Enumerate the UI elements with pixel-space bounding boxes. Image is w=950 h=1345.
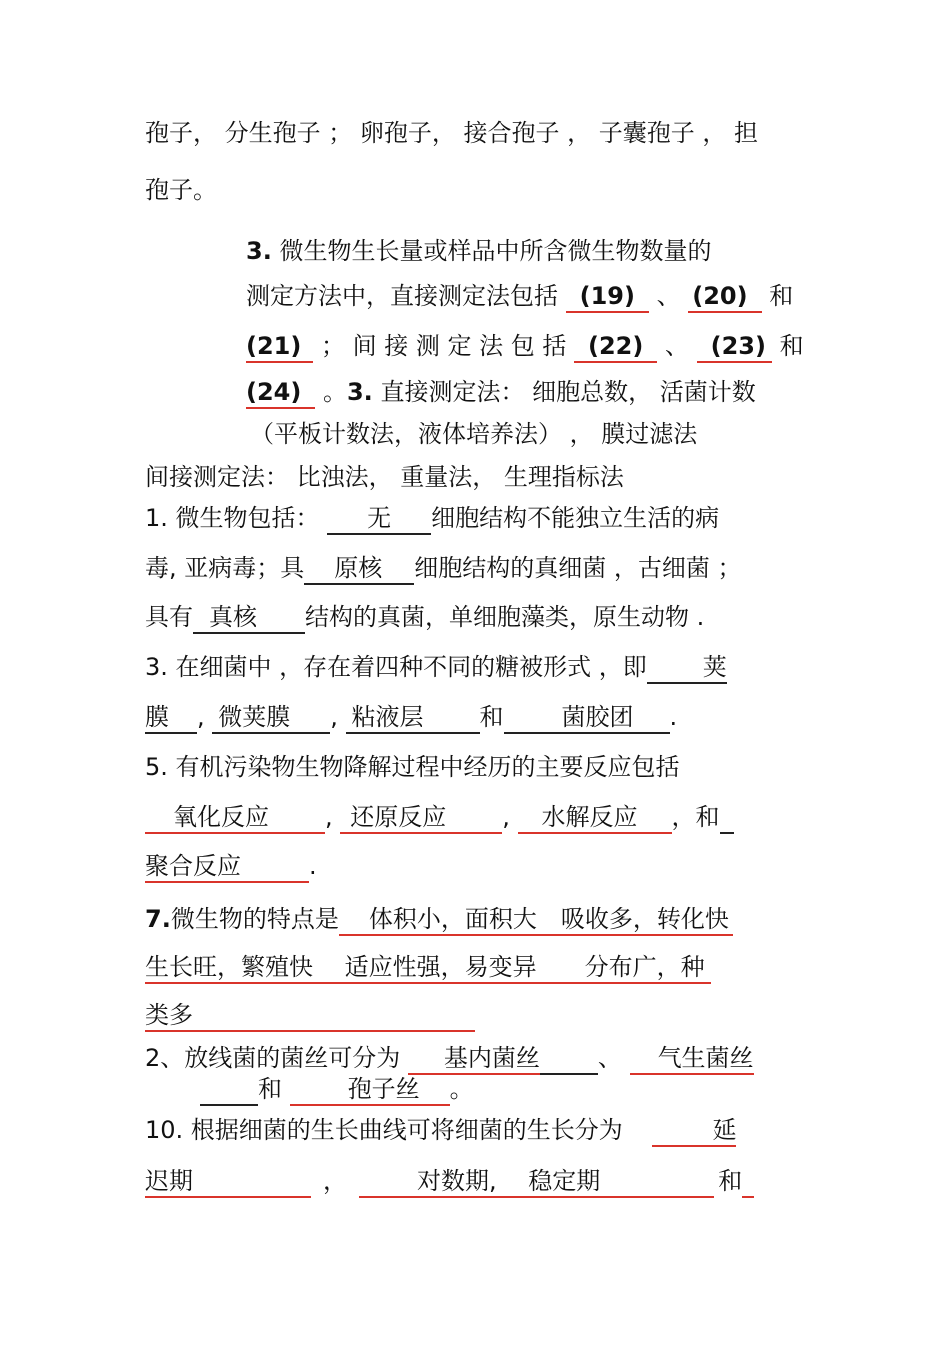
- blank-answer: 原核: [304, 554, 414, 585]
- blank-answer: 氧化反应: [145, 803, 325, 834]
- blank-answer: 聚合反应: [145, 852, 309, 883]
- blank-answer: 荚: [647, 653, 727, 684]
- text-line: [246, 331, 804, 361]
- line-text: 1. 微生物包括：: [145, 504, 320, 532]
- text-line: [145, 602, 704, 632]
- line-text: 测定方法中，直接测定法包括: [246, 282, 566, 310]
- blank-21: (21): [246, 332, 313, 363]
- line-text: 结构的真菌，单细胞藻类，原生动物 .: [305, 603, 705, 631]
- blank-answer: 水解反应: [518, 803, 672, 834]
- blank-answer: 对数期, 稳定期: [359, 1167, 714, 1198]
- conjunction: 和: [718, 1167, 743, 1195]
- question-number: 7.: [145, 905, 171, 933]
- text-line: [246, 281, 793, 311]
- text-line: [145, 553, 742, 583]
- line-text: 细胞结构不能独立生活的病: [431, 504, 720, 532]
- text-line: 膜 , 微荚膜 , 粘液层 和 菌胶团 .: [145, 702, 677, 732]
- blank-answer: 体积小，面积大 吸收多，转化快: [339, 905, 733, 936]
- line-text: 直接测定法： 细胞总数， 活菌计数: [372, 378, 756, 406]
- text-line: [145, 1043, 754, 1073]
- line-text: 毒, 亚病毒；具: [145, 554, 305, 582]
- text-line: [145, 462, 624, 492]
- blank-answer: 生长旺，繁殖快 适应性强，易变异 分布广，种: [145, 953, 711, 984]
- line-text: 具有: [145, 603, 193, 631]
- blank-answer: 菌胶团: [504, 703, 670, 734]
- conjunction: 和: [479, 703, 504, 731]
- blank-answer: 气生菌丝: [630, 1044, 754, 1075]
- text-line: [145, 752, 680, 782]
- line-text: 微生物生长量或样品中所含微生物数量的: [271, 237, 712, 265]
- text-line: [145, 652, 727, 682]
- line-text: 孢子。: [145, 176, 217, 204]
- text-line: [145, 952, 711, 982]
- conjunction: 和: [761, 282, 794, 310]
- line-text: （平板计数法，液体培养法） ， 膜过滤法: [250, 420, 698, 448]
- blank-answer: 无: [327, 504, 431, 535]
- separator: ，: [323, 1167, 347, 1195]
- blank-line: [742, 1167, 754, 1198]
- separator: 、: [648, 282, 681, 310]
- blank-answer: 还原反应: [340, 803, 502, 834]
- text-line: [145, 175, 217, 205]
- blank-answer: 真核: [193, 603, 305, 634]
- line-text: 间接测定法： 比浊法， 重量法， 生理指标法: [145, 463, 624, 491]
- text-line: [145, 904, 733, 934]
- blank-answer: 延: [652, 1116, 736, 1147]
- conjunction: 和: [258, 1075, 282, 1103]
- blank-answer: 膜: [145, 703, 197, 734]
- blank-20: (20): [688, 282, 761, 313]
- blank-answer: 迟期: [145, 1167, 311, 1198]
- line-text: 2、放线菌的菌丝可分为: [145, 1044, 401, 1072]
- line-text: 5. 有机污染物生物降解过程中经历的主要反应包括: [145, 753, 680, 781]
- blank-line: [200, 1075, 258, 1106]
- line-text: 3. 在细菌中 ，存在着四种不同的糖被形式 ，即: [145, 653, 647, 681]
- line-text: 。: [315, 378, 347, 406]
- blank-19: (19): [566, 282, 649, 313]
- conjunction: ，和: [671, 803, 720, 831]
- text-line: 氧化反应 , 还原反应 , 水解反应 ，和: [145, 802, 734, 832]
- blank-22: (22): [574, 332, 657, 363]
- text-line: [145, 1000, 475, 1030]
- blank-23: (23): [697, 332, 772, 363]
- blank-answer: 微荚膜: [212, 703, 330, 734]
- blank-answer: 粘液层: [346, 703, 480, 734]
- text-line: 聚合反应 .: [145, 851, 317, 881]
- text-line: [145, 1115, 736, 1145]
- line-text: 。: [449, 1075, 474, 1103]
- conjunction: 和: [771, 332, 804, 360]
- text-line: [200, 1074, 474, 1104]
- line-text: 10. 根据细菌的生长曲线可将细菌的生长分为: [145, 1116, 623, 1144]
- blank-line: [720, 803, 734, 834]
- line-text: 细胞结构的真细菌 ，古细菌 ；: [414, 554, 742, 582]
- line-text: 微生物的特点是: [170, 905, 339, 933]
- separator: 、: [657, 332, 697, 360]
- text-line: [246, 377, 756, 407]
- blank-answer: 基内菌丝: [408, 1044, 598, 1075]
- separator: 、: [597, 1044, 622, 1072]
- text-line: [250, 419, 697, 449]
- blank-answer: 孢子丝: [290, 1075, 450, 1106]
- blank-24: (24): [246, 378, 315, 409]
- text-line: [145, 118, 758, 148]
- question-number: 3.: [246, 237, 272, 265]
- text-line: [246, 236, 711, 266]
- answer-number: 3.: [346, 378, 373, 406]
- blank-answer: 类多: [145, 1001, 475, 1032]
- text-line: [145, 503, 719, 533]
- line-text: ； 间 接 测 定 法 包 括: [313, 332, 575, 360]
- line-text: 孢子， 分生孢子 ； 卵孢子， 接合孢子 ， 子囊孢子 ， 担: [145, 119, 759, 147]
- text-line: [145, 1166, 754, 1196]
